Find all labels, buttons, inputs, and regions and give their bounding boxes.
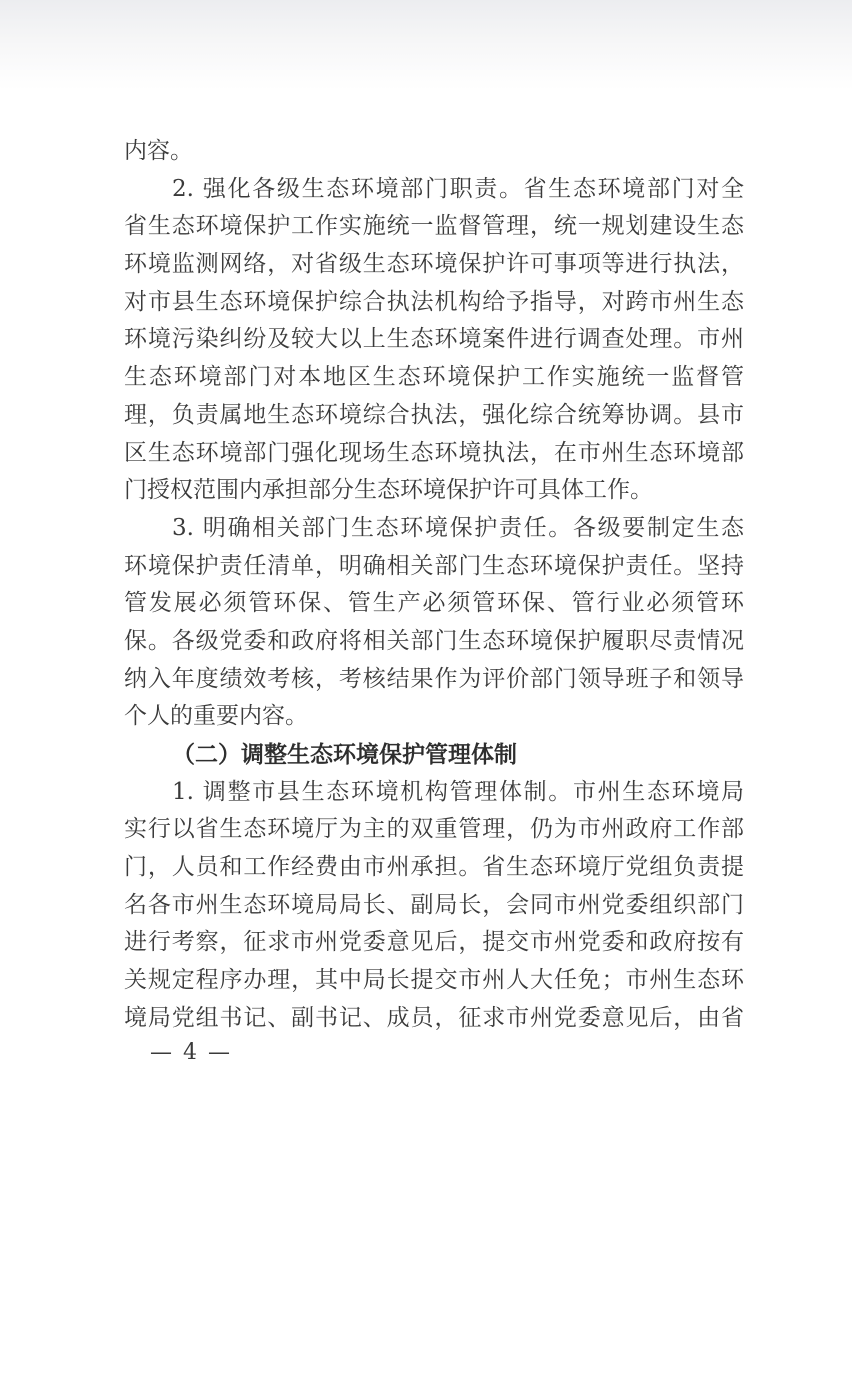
body-text: [124, 133, 744, 1038]
text-line: 管发展必须管环保、管生产必须管环保、管行业必须管环: [124, 590, 744, 617]
text-line: 门授权范围内承担部分生态环境保护许可具体工作。: [124, 477, 653, 504]
text-line: 环境保护责任清单，明确相关部门生态环境保护责任。坚持: [124, 552, 744, 579]
text-line: 名各市州生态环境局局长、副局长，会同市州党委组织部门: [124, 891, 744, 918]
text-line: 理，负责属地生态环境综合执法，强化综合统筹协调。县市: [124, 401, 744, 428]
paragraph-heading-line: 1. 调整市县生态环境机构管理体制。市州生态环境局: [172, 778, 744, 805]
text-line: 省生态环境保护工作实施统一监督管理，统一规划建设生态: [124, 213, 744, 240]
text-line: 进行考察，征求市州党委意见后，提交市州党委和政府按有: [124, 929, 744, 956]
text-line: 对市县生态环境保护综合执法机构给予指导，对跨市州生态: [124, 288, 744, 315]
text-line: 境局党组书记、副书记、成员，征求市州党委意见后，由省: [124, 1004, 744, 1031]
text-line: 保。各级党委和政府将相关部门生态环境保护履职尽责情况: [124, 627, 744, 654]
text-line: 纳入年度绩效考核，考核结果作为评价部门领导班子和领导: [124, 665, 744, 692]
text-line: 关规定程序办理，其中局长提交市州人大任免；市州生态环: [124, 967, 744, 994]
text-line: 内容。: [124, 138, 193, 164]
text-line: 环境监测网络，对省级生态环境保护许可事项等进行执法，: [124, 251, 744, 278]
text-line: 实行以省生态环境厅为主的双重管理，仍为市州政府工作部: [124, 816, 744, 843]
page-number: — 4 —: [150, 1040, 232, 1065]
paragraph-heading-line: 2. 强化各级生态环境部门职责。省生态环境部门对全: [172, 175, 744, 202]
text-line: 门，人员和工作经费由市州承担。省生态环境厅党组负责提: [124, 854, 744, 881]
text-line: 生态环境部门对本地区生态环境保护工作实施统一监督管: [124, 364, 744, 391]
section-heading: （二）调整生态环境保护管理体制: [172, 741, 517, 768]
text-line: 环境污染纠纷及较大以上生态环境案件进行调查处理。市州: [124, 326, 744, 353]
text-line: 区生态环境部门强化现场生态环境执法，在市州生态环境部: [124, 439, 744, 466]
text-line: 个人的重要内容。: [124, 703, 308, 730]
paragraph-heading-line: 3. 明确相关部门生态环境保护责任。各级要制定生态: [172, 514, 744, 541]
